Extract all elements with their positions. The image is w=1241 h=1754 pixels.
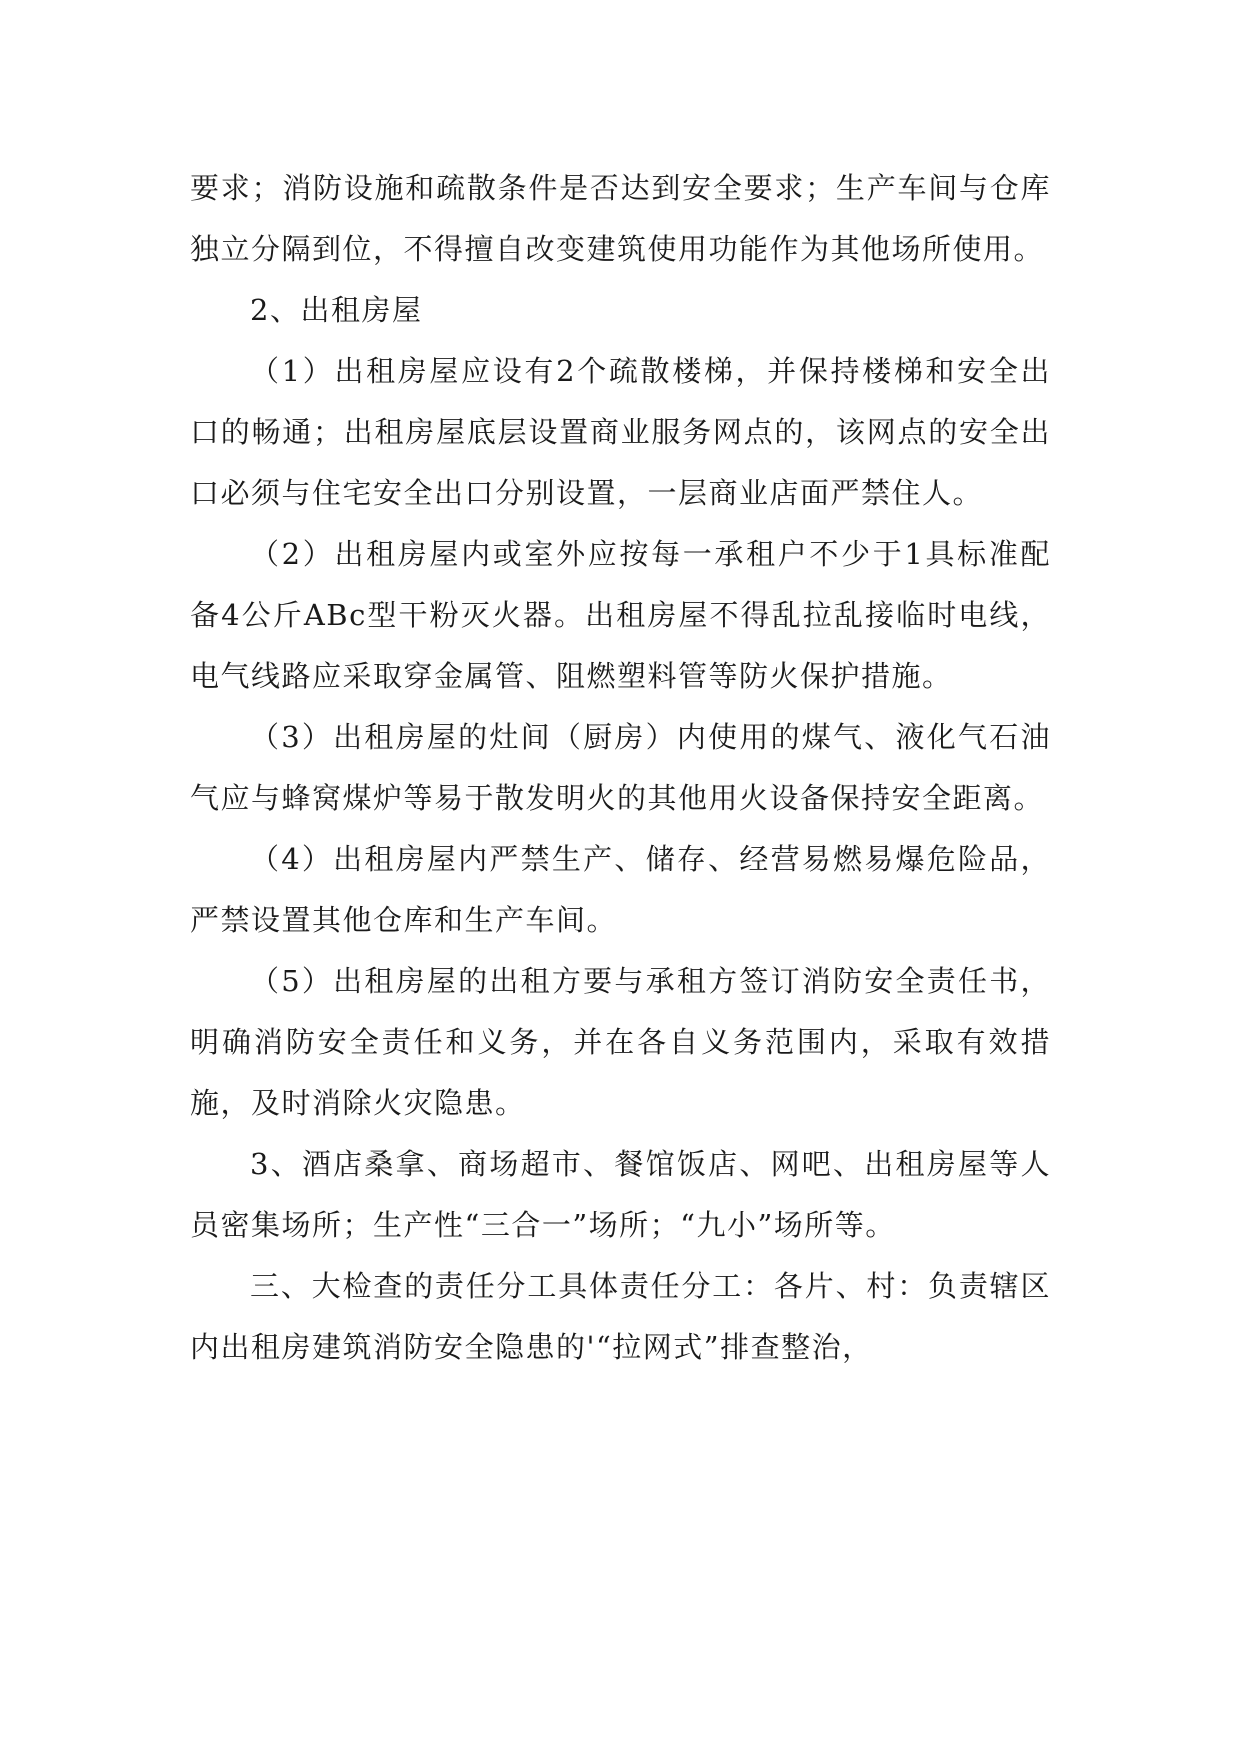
paragraph-item-4: （4）出租房屋内严禁生产、储存、经营易燃易爆危险品，严禁设置其他仓库和生产车间。 [190,842,1051,937]
paragraph-item-3: （3）出租房屋的灶间（厨房）内使用的煤气、液化气石油气应与蜂窝煤炉等易于散发明火的其他用火设备保持安全距离。 [190,720,1051,815]
document-body [190,158,1051,1378]
paragraph-section-3: 3、酒店桑拿、商场超市、餐馆饭店、网吧、出租房屋等人员密集场所；生产性“三合一”场所；“九小”场所等。 [190,1147,1051,1242]
paragraph-item-1: （1）出租房屋应设有2个疏散楼梯，并保持楼梯和安全出口的畅通；出租房屋底层设置商业服务网点的，该网点的安全出口必须与住宅安全出口分别设置，一层商业店面严禁住人。 [190,354,1051,510]
paragraph-item-5: （5）出租房屋的出租方要与承租方签订消防安全责任书，明确消防安全责任和义务，并在各自义务范围内，采取有效措施，及时消除火灾隐患。 [190,964,1051,1120]
paragraph-responsibility: 三、大检查的责任分工具体责任分工：各片、村：负责辖区内出租房建筑消防安全隐患的'“拉网式”排查整治， [190,1269,1051,1364]
section-heading-rental-housing: 2、出租房屋 [250,293,423,327]
paragraph-item-2: （2）出租房屋内或室外应按每一承租户不少于1具标准配备4公斤ABc型干粉灭火器。出租房屋不得乱拉乱接临时电线，电气线路应采取穿金属管、阻燃塑料管等防火保护措施。 [190,537,1051,693]
paragraph-continuation: 要求；消防设施和疏散条件是否达到安全要求；生产车间与仓库独立分隔到位，不得擅自改变建筑使用功能作为其他场所使用。 [190,171,1051,266]
